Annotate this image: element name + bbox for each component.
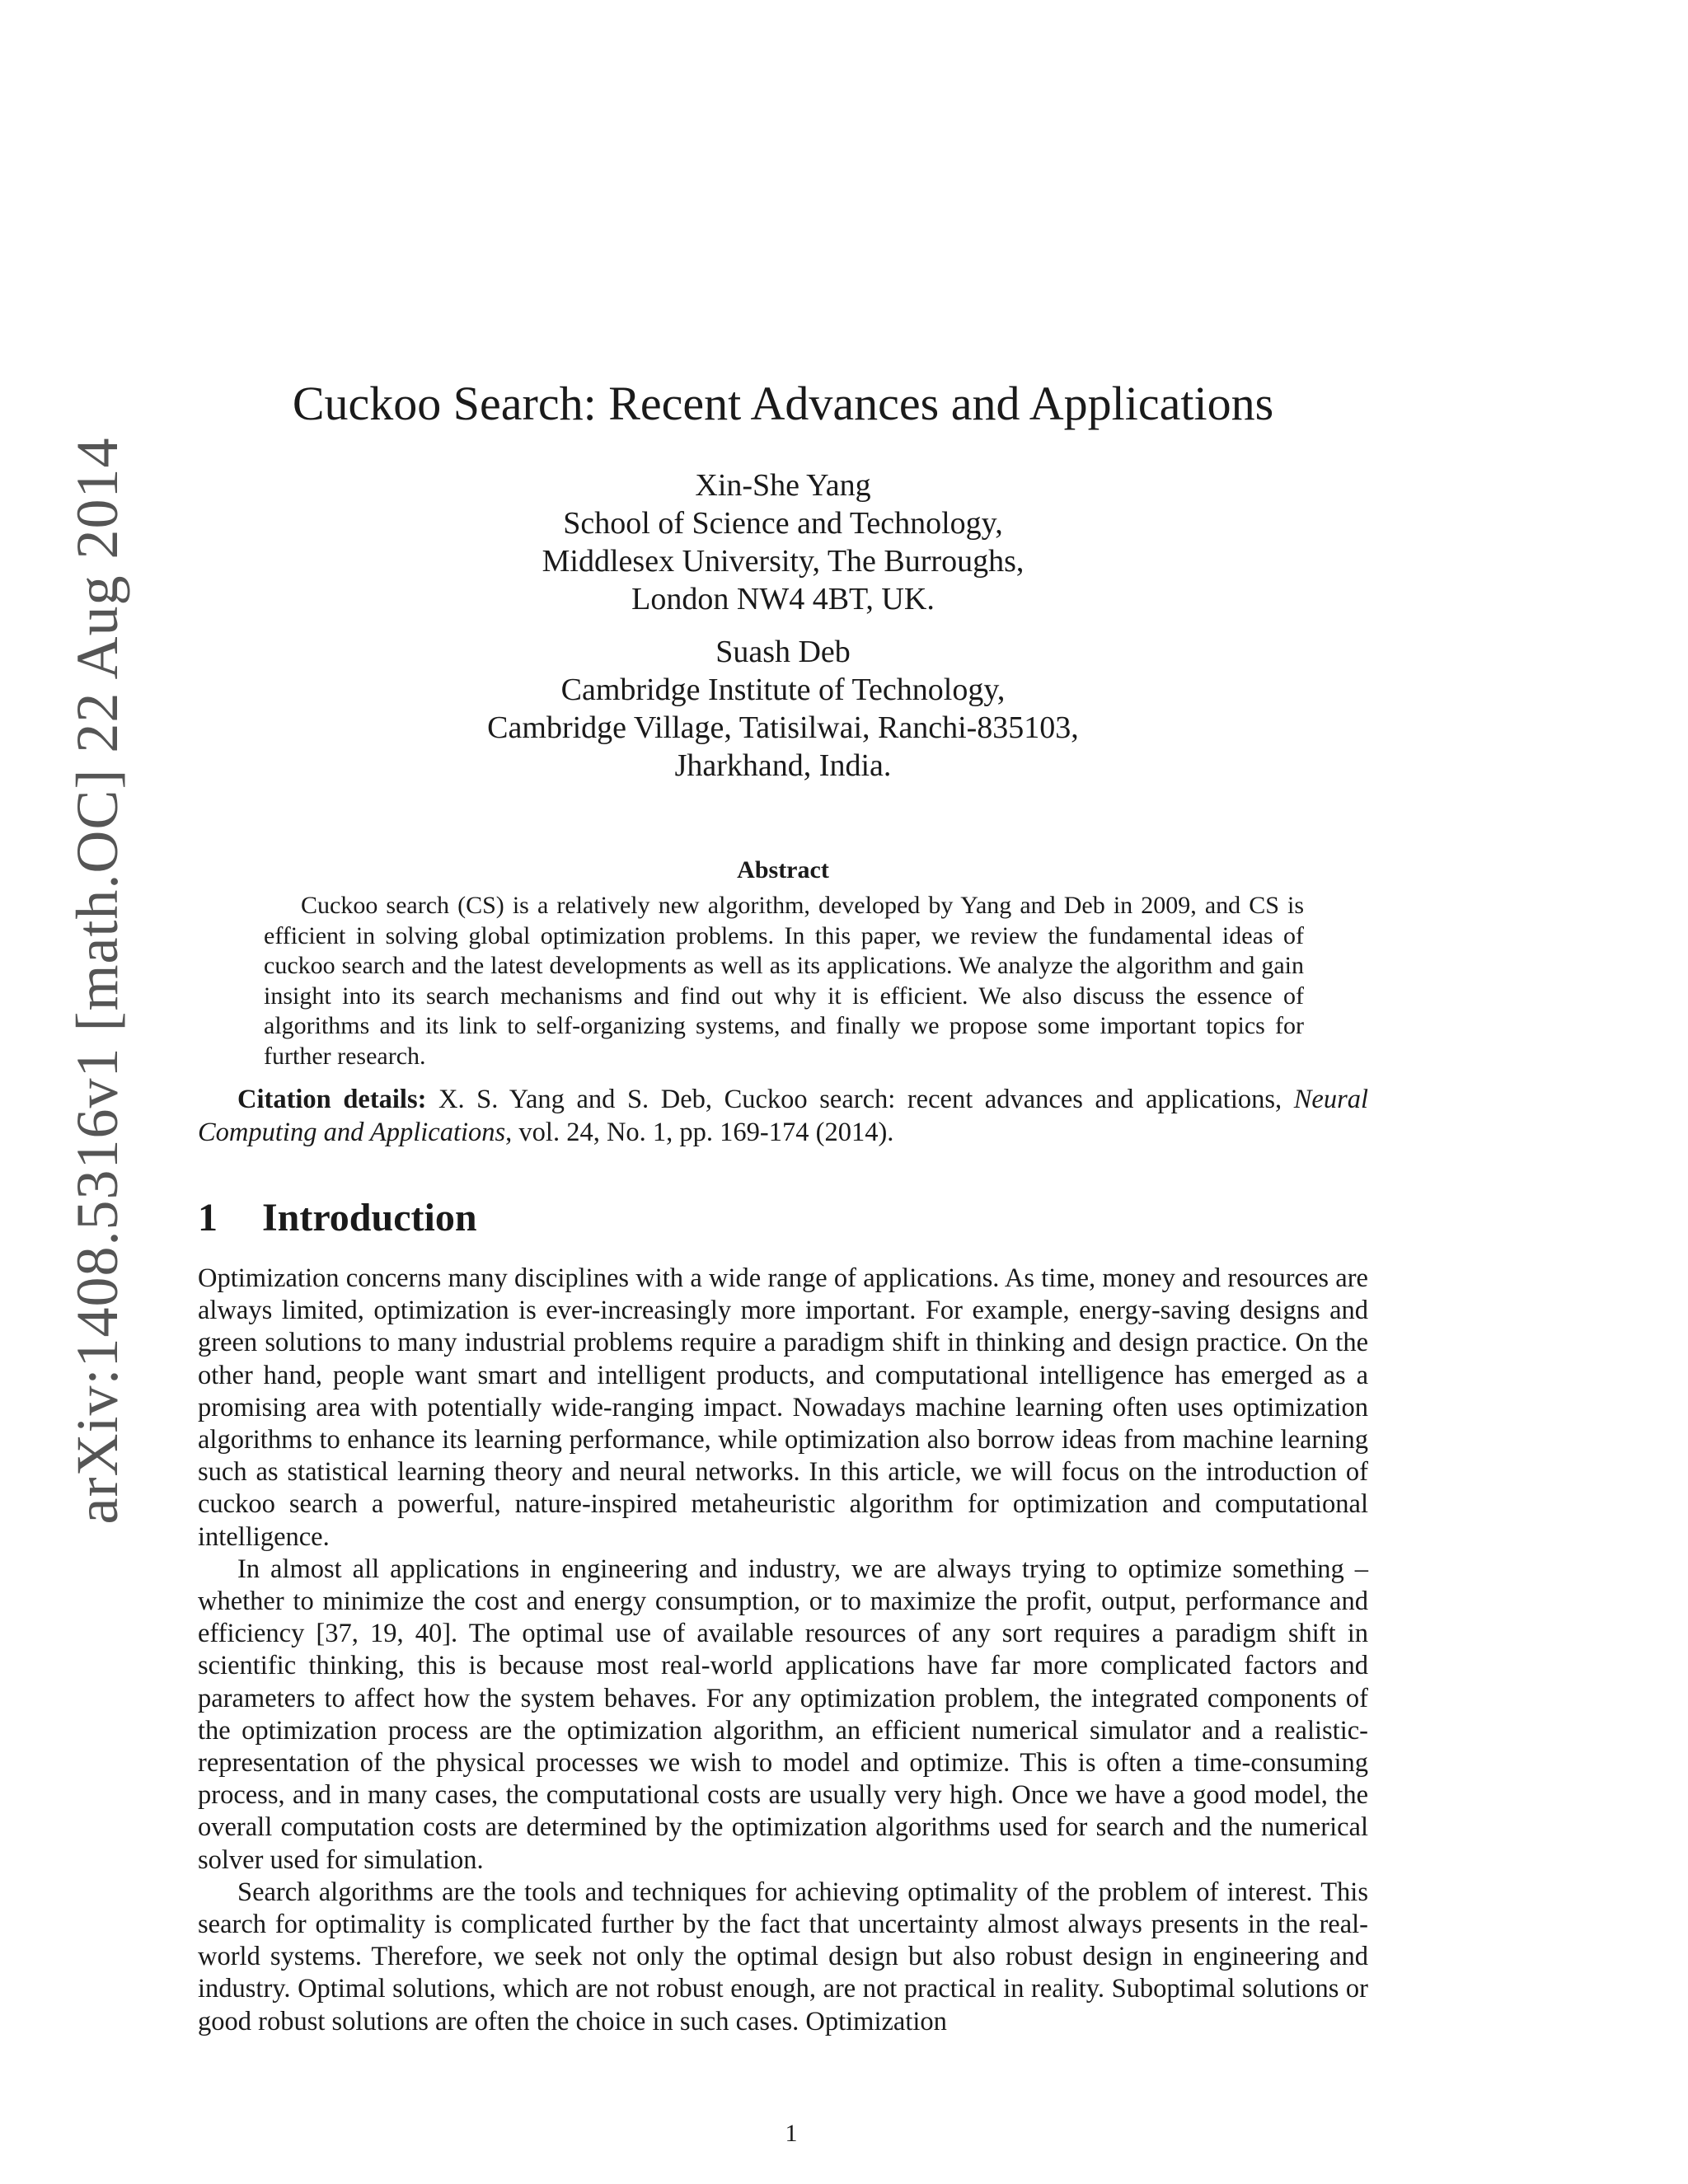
citation-details — [198, 1083, 1368, 1149]
paper-title: Cuckoo Search: Recent Advances and Applications — [292, 377, 1274, 430]
page-number: 1 — [785, 2120, 798, 2147]
author-affiliation-line: Jharkhand, India. — [674, 748, 892, 783]
author-affiliation-line: Cambridge Institute of Technology, — [560, 673, 1006, 707]
body-paragraph-3: Search algorithms are the tools and techniques for achieving optimality of the problem of interest. This search for optimality is complicated further by the fact that uncertainty almost always presents in the real-world systems. Therefore, we seek not only the optimal design but also robust design in engineering and industry. Optimal solutions, which are not robust enough, are not practical in reality. Suboptimal solutions or good robust solutions are often the choice in such cases. Optimization — [198, 1877, 1368, 2036]
author-affiliation-line: Middlesex University, The Burroughs, — [542, 544, 1025, 579]
body-paragraph-2: In almost all applications in engineering and industry, we are always trying to optimize something – whether to minimize the cost and energy consumption, or to maximize the profit, output, performance and efficiency [37, 19, 40]. The optimal use of available resources of any sort requires a paradigm shift in scientific thinking, this is because most real-world applications have far more complicated factors and parameters to affect how the system behaves. For any optimization problem, the integrated components of the optimization process are the optimization algorithm, an efficient numerical simulator and a realistic-representation of the physical processes we wish to model and optimize. This is often a time-consuming process, and in many cases, the computational costs are usually very high. Once we have a good model, the overall computation costs are determined by the optimization algorithms used for search and the numerical solver used for simulation. — [198, 1554, 1368, 1875]
citation-authors-title: X. S. Yang and S. Deb, Cuckoo search: recent advances and applications, — [426, 1085, 1294, 1114]
section-title: Introduction — [262, 1196, 477, 1240]
section-number: 1 — [198, 1196, 218, 1240]
author-affiliation-line: School of Science and Technology, — [563, 506, 1003, 541]
abstract-text: Cuckoo search (CS) is a relatively new algorithm, developed by Yang and Deb in 2009, and CS is efficient in solving global optimization problems. In this paper, we review the fundamental ideas of cuckoo search and the latest developments as well as its applications. We analyze the algorithm and gain insight into its search mechanisms and find out why it is efficient. We also discuss the essence of algorithms and its link to self-organizing systems, and finally we propose some important topics for further research. — [264, 892, 1304, 1070]
abstract-heading: Abstract — [737, 856, 829, 883]
section-heading-introduction — [198, 1193, 1368, 1243]
author-affiliation-line: Cambridge Village, Tatisilwai, Ranchi-835103, — [487, 710, 1079, 745]
citation-label: Citation details: — [237, 1085, 427, 1114]
author-block-1 — [198, 466, 1368, 618]
citation-journal: Neural Computing and Applications — [198, 1085, 1368, 1147]
arxiv-identifier-stamp[interactable]: arXiv:1408.5316v1 [math.OC] 22 Aug 2014 — [64, 437, 130, 1525]
introduction-body — [198, 1263, 1368, 2038]
body-paragraph-1: Optimization concerns many disciplines with a wide range of applications. As time, money and resources are always limited, optimization is ever-increasingly more important. For example, energy-saving designs and green solutions to many industrial problems require a paradigm shift in thinking and design practice. On the other hand, people want smart and intelligent products, and computational intelligence has emerged as a promising area with potentially wide-ranging impact. Nowadays machine learning often uses optimization algorithms to enhance its learning performance, while optimization also borrow ideas from machine learning such as statistical learning theory and neural networks. In this article, we will focus on the introduction of cuckoo search a powerful, nature-inspired metaheuristic algorithm for optimization and computational intelligence. — [198, 1263, 1368, 1552]
citation-volume-pages: , vol. 24, No. 1, pp. 169-174 (2014). — [505, 1118, 894, 1147]
author-affiliation-line: London NW4 4BT, UK. — [631, 582, 935, 616]
author-name: Xin-She Yang — [695, 468, 871, 503]
author-name: Suash Deb — [715, 635, 851, 669]
author-block-2 — [198, 633, 1368, 785]
